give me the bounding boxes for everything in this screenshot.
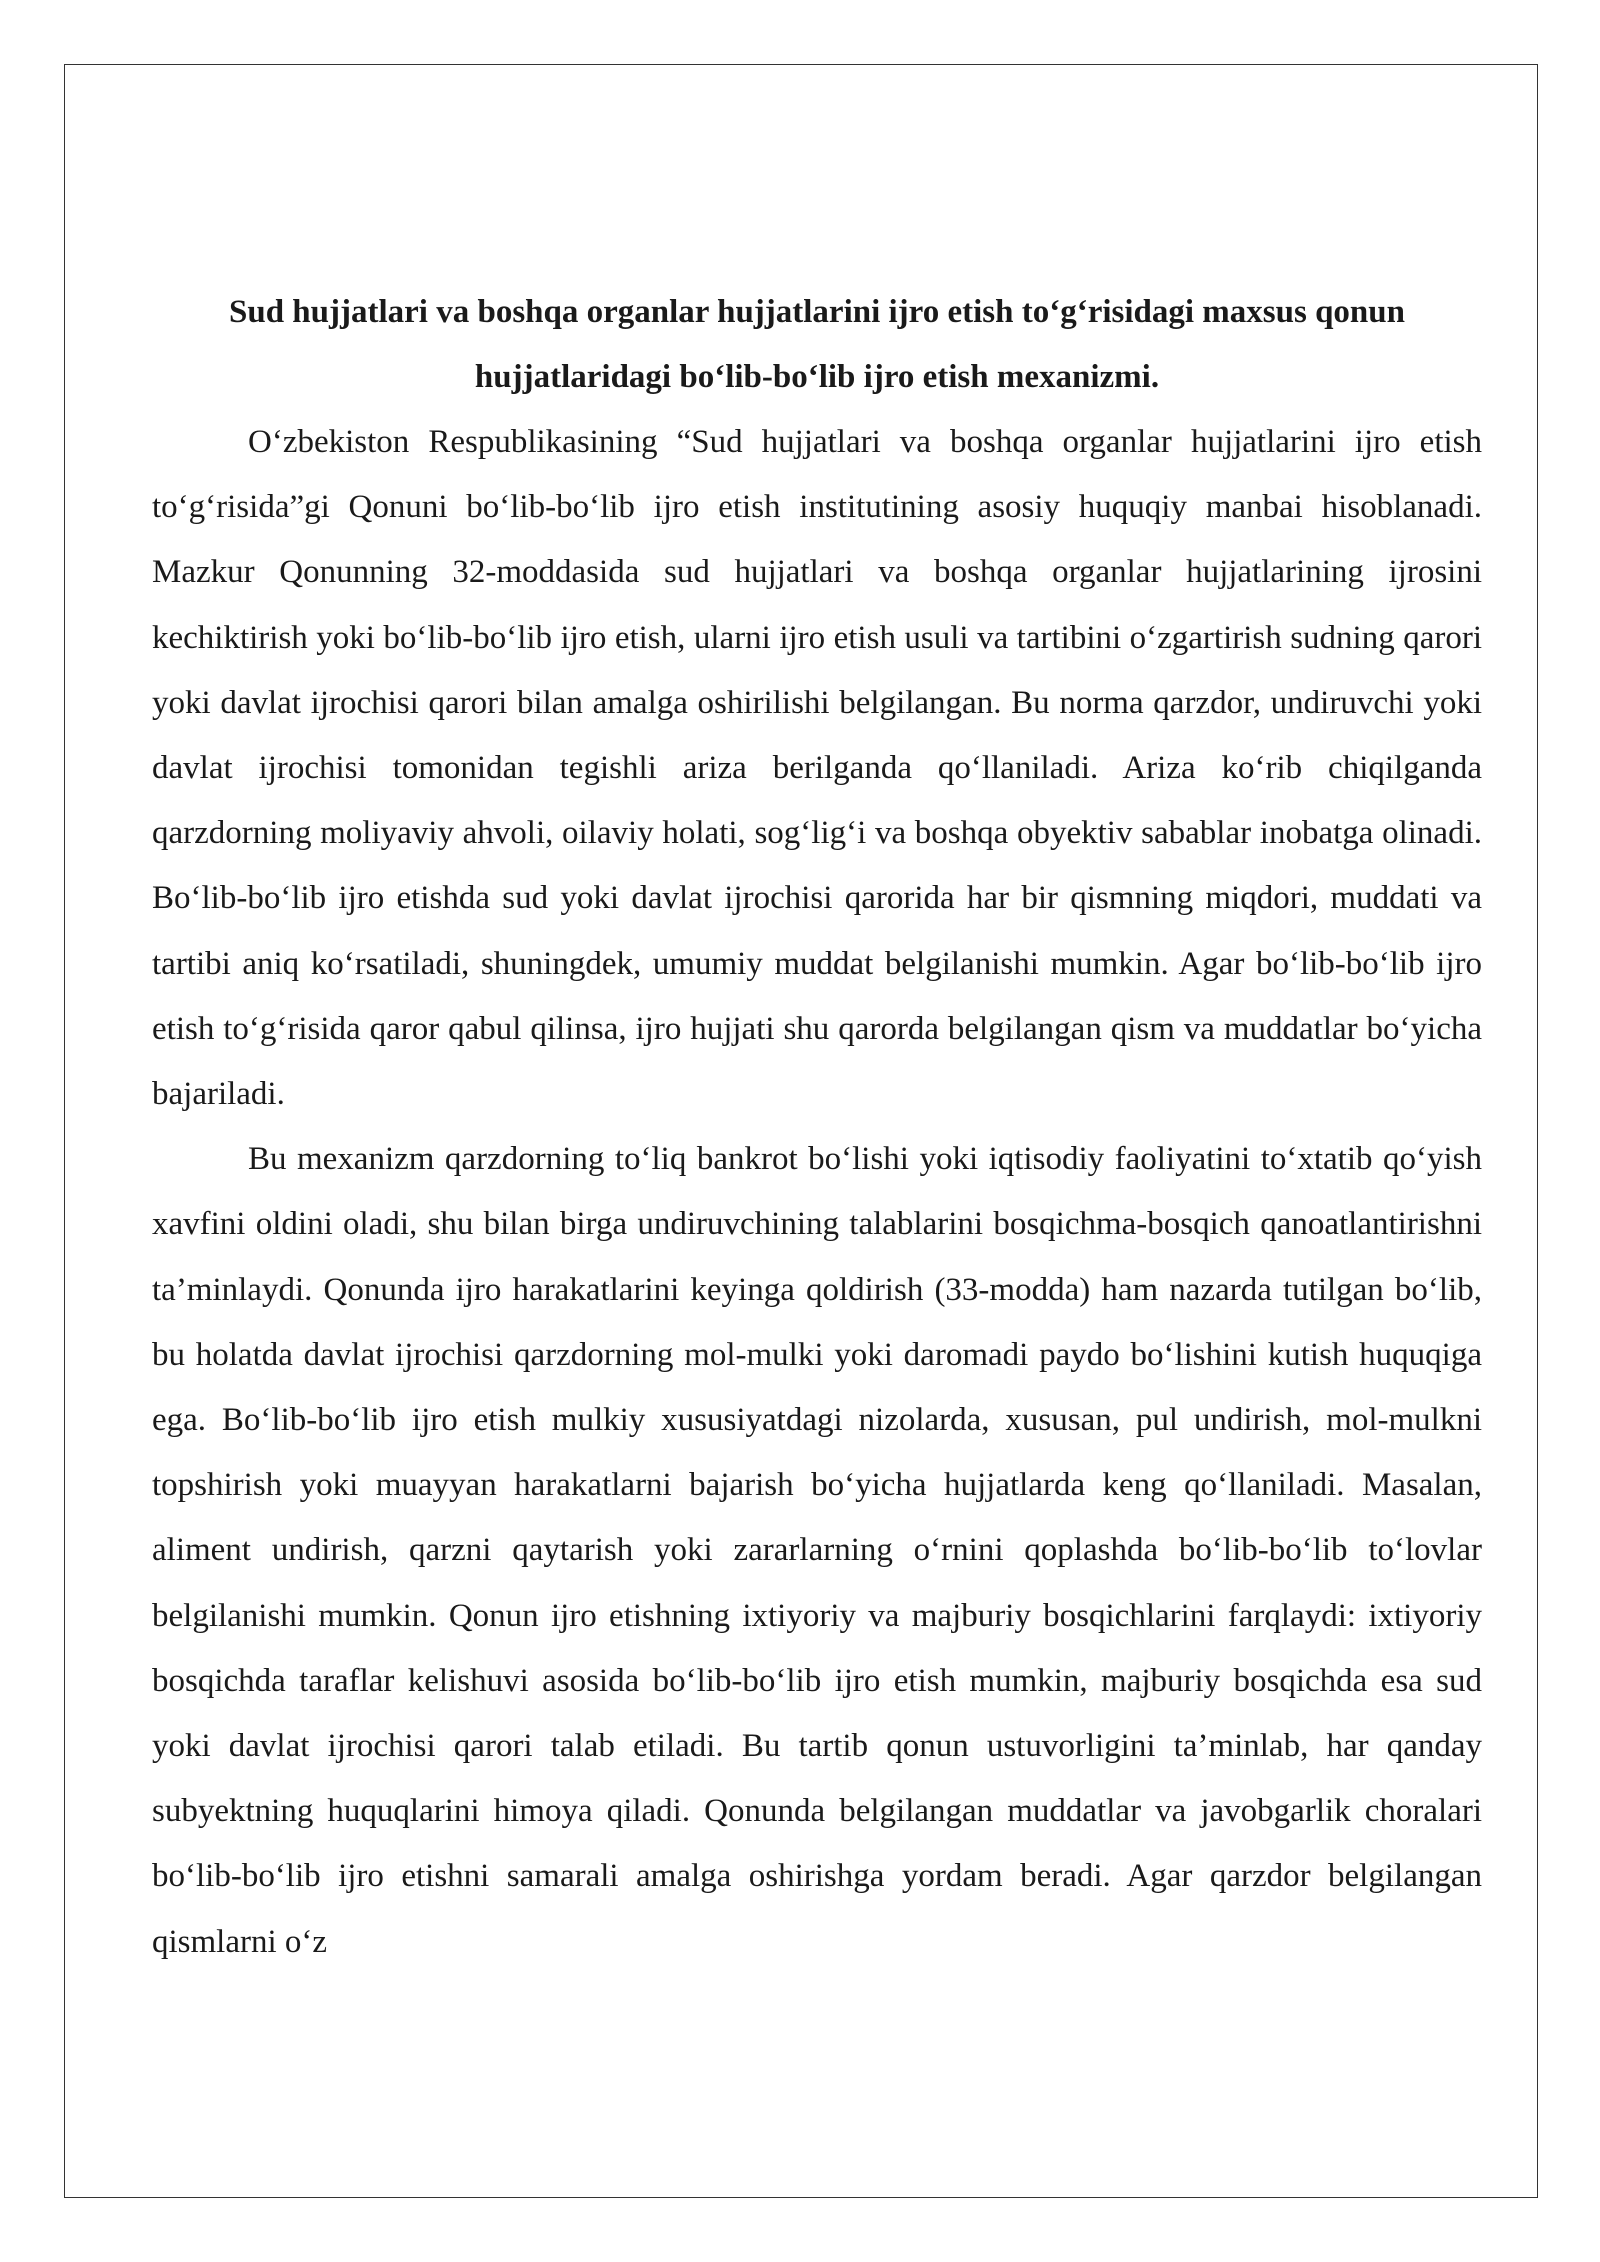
- document-body: [152, 280, 1482, 1975]
- paragraph: O‘zbekiston Respublikasining “Sud hujjatlari va boshqa organlar hujjatlarini ijro etish to‘g‘risida”gi Qonuni bo‘lib-bo‘lib ijro etish institutining asosiy huquqiy manbai hisoblanadi. Mazkur Qonunning 32-moddasida sud hujjatlari va boshqa organlar hujjatlarining ijrosini kechiktirish yoki bo‘lib-bo‘lib ijro etish, ularni ijro etish usuli va tartibini o‘zgartirish sudning qarori yoki davlat ijrochisi qarori bilan amalga oshirilishi belgilangan. Bu norma qarzdor, undiruvchi yoki davlat ijrochisi tomonidan tegishli ariza berilganda qo‘llaniladi. Ariza ko‘rib chiqilganda qarzdorning moliyaviy ahvoli, oilaviy holati, sog‘lig‘i va boshqa obyektiv sabablar inobatga olinadi. Bo‘lib-bo‘lib ijro etishda sud yoki davlat ijrochisi qarorida har bir qismning miqdori, muddati va tartibi aniq ko‘rsatiladi, shuningdek, umumiy muddat belgilanishi mumkin. Agar bo‘lib-bo‘lib ijro etish to‘g‘risida qaror qabul qilinsa, ijro hujjati shu qarorda belgilangan qism va muddatlar bo‘yicha bajariladi.: [152, 424, 1482, 1113]
- document-title: Sud hujjatlari va boshqa organlar hujjatlarini ijro etish to‘g‘risidagi maxsus qonun hujjatlaridagi bo‘lib-bo‘lib ijro etish mexanizmi.: [229, 294, 1405, 395]
- paragraph: Bu mexanizm qarzdorning to‘liq bankrot bo‘lishi yoki iqtisodiy faoliyatini to‘xtatib qo‘yish xavfini oldini oladi, shu bilan birga undiruvchining talablarini bosqichma-bosqich qanoatlantirishni ta’minlaydi. Qonunda ijro harakatlarini keyinga qoldirish (33-modda) ham nazarda tutilgan bo‘lib, bu holatda davlat ijrochisi qarzdorning mol-mulki yoki daromadi paydo bo‘lishini kutish huquqiga ega. Bo‘lib-bo‘lib ijro etish mulkiy xususiyatdagi nizolarda, xususan, pul undirish, mol-mulkni topshirish yoki muayyan harakatlarni bajarish bo‘yicha hujjatlarda keng qo‘llaniladi. Masalan, aliment undirish, qarzni qaytarish yoki zararlarning o‘rnini qoplashda bo‘lib-bo‘lib to‘lovlar belgilanishi mumkin. Qonun ijro etishning ixtiyoriy va majburiy bosqichlarini farqlaydi: ixtiyoriy bosqichda taraflar kelishuvi asosida bo‘lib-bo‘lib ijro etish mumkin, majburiy bosqichda esa sud yoki davlat ijrochisi qarori talab etiladi. Bu tartib qonun ustuvorligini ta’minlab, har qanday subyektning huquqlarini himoya qiladi. Qonunda belgilangan muddatlar va javobgarlik choralari bo‘lib-bo‘lib ijro etishni samarali amalga oshirishga yordam beradi. Agar qarzdor belgilangan qismlarni o‘z: [152, 1141, 1482, 1960]
